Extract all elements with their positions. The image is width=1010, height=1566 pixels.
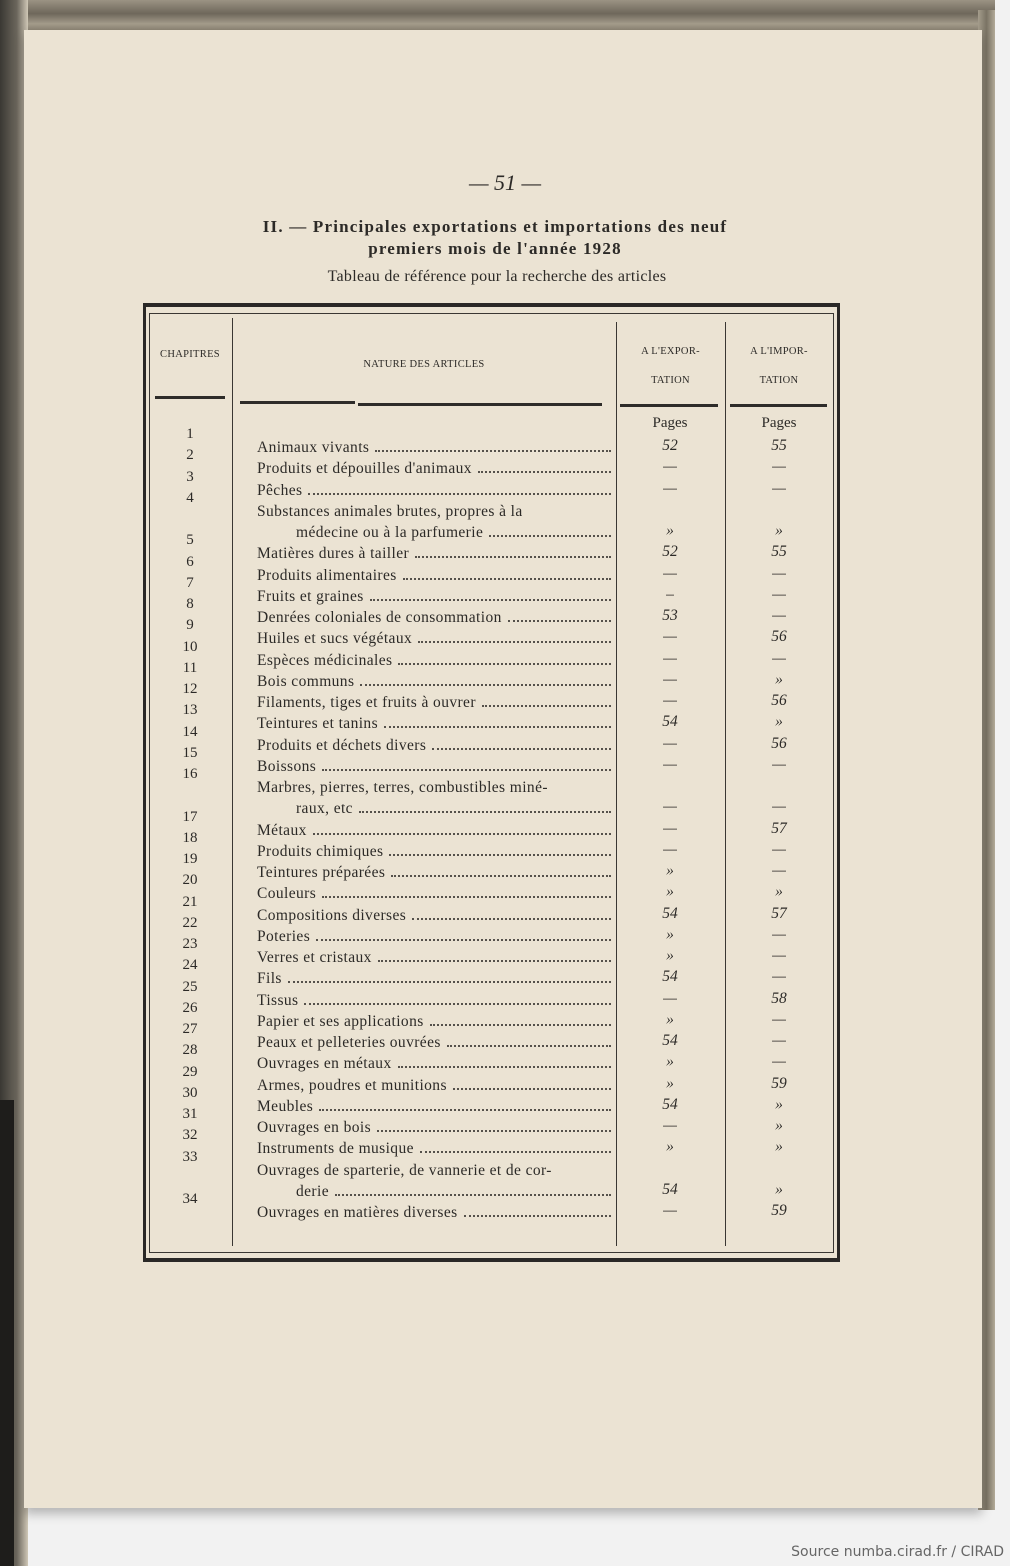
header-import-1: A L'IMPOR- [750, 346, 808, 357]
export-page: 53 [662, 607, 678, 624]
export-page: — [663, 734, 677, 752]
export-page: — [663, 564, 677, 582]
article-label: Boissons [257, 757, 317, 775]
article-label: Meubles [257, 1097, 314, 1115]
article-name [257, 1031, 611, 1052]
dot-leader [403, 578, 611, 580]
header-rule [730, 404, 827, 407]
export-page: — [663, 458, 677, 476]
dot-leader [453, 1088, 611, 1090]
chapter-number: 11 [182, 659, 198, 676]
export-page: — [663, 670, 677, 688]
export-page: – [666, 585, 674, 603]
chapter-number: 33 [182, 1148, 198, 1165]
chapter-number: 31 [182, 1106, 198, 1122]
book-binding-dark [0, 1100, 14, 1566]
chapter-number: 17 [182, 808, 198, 825]
article-label: Ouvrages de sparterie, de vannerie et de cor- [257, 1161, 552, 1179]
chapter-number: 34 [182, 1191, 198, 1207]
article-label: Marbres, pierres, terres, combustibles miné- [257, 779, 548, 796]
article-label: Bois communs [257, 672, 355, 690]
article-label: raux, etc [296, 800, 353, 818]
dot-leader [384, 726, 611, 728]
export-page: » [666, 883, 674, 901]
article-label: Fils [257, 970, 282, 988]
export-page: — [663, 628, 677, 646]
article-name [257, 436, 611, 457]
article-label: Matières dures à tailler [257, 545, 410, 563]
export-page: 54 [662, 904, 678, 922]
dot-leader [389, 854, 611, 856]
page-edges-top [20, 0, 995, 34]
article-label: Produits et dépouilles d'animaux [257, 460, 472, 478]
export-page: — [663, 649, 677, 667]
chapter-number: 24 [182, 957, 198, 974]
import-page: — [772, 862, 786, 879]
import-page: — [772, 925, 786, 943]
import-page: 56 [771, 692, 787, 709]
article-name [257, 989, 611, 1010]
import-page: — [772, 1053, 786, 1071]
article-name [257, 606, 611, 627]
dot-leader [360, 684, 611, 686]
header-export-2: TATION [651, 375, 690, 386]
dot-leader [508, 620, 611, 622]
import-page: — [772, 1010, 786, 1028]
import-page: 59 [771, 1202, 787, 1219]
export-page: — [663, 479, 677, 497]
dot-leader [359, 811, 611, 813]
article-name [296, 1180, 611, 1201]
article-name [257, 904, 611, 925]
chapter-number: 6 [186, 553, 194, 570]
import-page: 56 [771, 734, 787, 752]
chapter-number: 10 [182, 638, 198, 655]
dot-leader [304, 1003, 611, 1005]
dot-leader [482, 705, 611, 707]
import-page: » [775, 522, 783, 539]
article-label: Huiles et sucs végétaux [257, 630, 413, 648]
dot-leader [430, 1024, 611, 1026]
dot-leader [322, 769, 611, 771]
article-label: Produits chimiques [257, 842, 384, 860]
article-label: Compositions diverses [257, 906, 407, 924]
dot-leader [412, 918, 611, 920]
header-export-1: A L'EXPOR- [641, 346, 700, 357]
article-name [257, 457, 611, 478]
article-name [257, 1116, 611, 1137]
header-rule [240, 401, 355, 404]
article-name [257, 1201, 611, 1222]
article-label: Couleurs [257, 885, 317, 903]
import-page: 55 [771, 543, 787, 561]
section-title [180, 216, 810, 260]
chapter-number: 27 [182, 1021, 198, 1037]
export-page: » [666, 1053, 674, 1071]
chapter-number: 28 [182, 1042, 198, 1059]
export-page: » [666, 947, 674, 964]
article-label: Teintures et tanins [257, 715, 379, 733]
dot-leader [432, 748, 611, 750]
export-page: 54 [662, 968, 678, 986]
title-line-1: II. — Principales exportations et importations des neuf [262, 217, 728, 236]
import-page: 57 [771, 904, 787, 922]
chapter-number: 26 [182, 999, 198, 1016]
export-page: » [666, 862, 674, 879]
chapter-number: 20 [182, 872, 198, 889]
export-page: 54 [662, 1032, 678, 1049]
import-page: — [772, 968, 786, 986]
article-name [257, 542, 611, 563]
article-label: Teintures préparées [257, 864, 386, 881]
article-label: Instruments de musique [257, 1140, 414, 1158]
column-divider [232, 318, 233, 1246]
export-page: — [663, 755, 677, 773]
article-name [257, 1074, 611, 1095]
export-page: » [666, 1138, 674, 1156]
export-page: » [666, 522, 674, 539]
article-name [257, 479, 611, 500]
chapter-number: 3 [186, 468, 194, 485]
article-name [257, 1159, 611, 1180]
article-name [257, 776, 611, 797]
article-label: Peaux et pelleteries ouvrées [257, 1034, 441, 1051]
article-label: Animaux vivants [257, 439, 370, 456]
dot-leader [335, 1194, 611, 1196]
article-name [257, 585, 611, 606]
dot-leader [370, 599, 611, 601]
export-page: — [663, 1202, 677, 1219]
dot-leader [377, 1130, 611, 1132]
import-page: — [772, 840, 786, 858]
export-page: — [663, 840, 677, 858]
import-page: 56 [771, 628, 787, 646]
dot-leader [378, 960, 611, 962]
import-page: 55 [771, 437, 787, 454]
article-name [257, 925, 611, 946]
article-name [257, 1137, 611, 1158]
article-name [257, 1010, 611, 1031]
article-label: Papier et ses applications [257, 1012, 424, 1030]
import-page: — [772, 585, 786, 603]
article-name [257, 712, 611, 733]
article-label: Ouvrages en métaux [257, 1055, 392, 1073]
chapter-number: 23 [182, 936, 198, 952]
article-label: Verres et cristaux [257, 949, 372, 966]
import-page: — [772, 607, 786, 624]
import-page: — [772, 755, 786, 773]
import-page: — [772, 458, 786, 476]
page-number: — 51 — [468, 170, 542, 195]
dot-leader [398, 1066, 611, 1068]
chapter-number: 18 [182, 829, 198, 846]
dot-leader [447, 1045, 611, 1047]
article-name [257, 882, 611, 903]
dot-leader [288, 981, 611, 983]
import-page: » [775, 713, 783, 731]
chapter-number: 14 [182, 723, 198, 740]
export-page: 52 [662, 437, 678, 454]
export-page: 54 [662, 713, 678, 731]
article-label: Armes, poudres et munitions [257, 1076, 447, 1094]
export-page: 54 [662, 1180, 678, 1198]
import-page: 58 [771, 989, 787, 1007]
export-page: » [666, 1010, 674, 1028]
chapter-number: 9 [186, 617, 194, 634]
article-label: Filaments, tiges et fruits à ouvrer [257, 694, 476, 711]
import-page: — [772, 564, 786, 582]
article-label: médecine ou à la parfumerie [296, 524, 484, 541]
chapter-number: 13 [182, 702, 198, 719]
import-page: — [772, 1032, 786, 1049]
chapter-number: 16 [182, 766, 198, 782]
header-rule [620, 404, 718, 407]
article-name [296, 521, 611, 542]
article-name [257, 946, 611, 967]
article-label: derie [296, 1182, 329, 1200]
header-import-2: TATION [759, 375, 799, 386]
article-label: Poteries [257, 927, 311, 945]
article-label: Tissus [257, 991, 299, 1009]
article-name [257, 861, 611, 882]
chapter-number: 22 [182, 914, 198, 931]
article-name [257, 734, 611, 755]
import-page: » [775, 1180, 783, 1198]
chapter-number: 19 [182, 851, 198, 867]
chapter-number: 32 [182, 1127, 198, 1144]
dot-leader [316, 939, 611, 941]
article-label: Métaux [257, 821, 307, 839]
article-name [257, 564, 611, 585]
import-page: 59 [771, 1074, 787, 1092]
header-nature: NATURE DES ARTICLES [363, 359, 485, 370]
article-label: Pêches [257, 481, 303, 499]
chapter-number: 8 [186, 596, 194, 612]
article-name [257, 1095, 611, 1116]
dot-leader [478, 471, 611, 473]
export-page: — [663, 1117, 677, 1134]
chapter-number: 29 [182, 1063, 198, 1080]
article-name [257, 649, 611, 670]
article-name [257, 691, 611, 712]
import-page: — [772, 947, 786, 964]
dot-leader [398, 663, 611, 665]
pages-label-import: Pages [761, 415, 797, 431]
dot-leader [418, 641, 611, 643]
import-page: » [775, 1138, 783, 1156]
import-page: — [772, 479, 786, 497]
article-name [257, 1052, 611, 1073]
article-label: Substances animales brutes, propres à la [257, 502, 523, 520]
article-label: Espèces médicinales [257, 651, 393, 669]
import-page: 57 [771, 819, 787, 837]
article-name [257, 755, 611, 776]
dot-leader [308, 493, 611, 495]
article-label: Ouvrages en bois [257, 1119, 372, 1136]
chapter-number: 21 [182, 893, 198, 910]
header-rule [358, 403, 602, 406]
import-page: » [775, 883, 783, 901]
dot-leader [489, 535, 611, 537]
title-line-2: premiers mois de l'année 1928 [368, 239, 622, 258]
chapter-number: 4 [186, 489, 194, 506]
chapter-number: 30 [182, 1084, 198, 1101]
chapter-number: 2 [186, 447, 194, 464]
chapter-number: 12 [182, 681, 198, 697]
export-page: — [663, 798, 677, 816]
dot-leader [464, 1215, 611, 1217]
pages-label-export: Pages [652, 415, 688, 431]
dot-leader [420, 1151, 611, 1153]
export-page: — [663, 692, 677, 709]
chapter-number: 7 [186, 574, 194, 591]
article-label: Fruits et graines [257, 587, 364, 605]
export-page: — [663, 819, 677, 837]
article-label: Produits alimentaires [257, 566, 397, 584]
import-page: » [775, 1095, 783, 1113]
chapter-number: 5 [186, 532, 194, 549]
dot-leader [375, 450, 611, 452]
chapter-number: 1 [186, 426, 194, 442]
import-page: » [775, 1117, 783, 1134]
article-name [257, 840, 611, 861]
article-label: Produits et déchets divers [257, 736, 427, 754]
article-name [257, 819, 611, 840]
export-page: — [663, 989, 677, 1007]
header-chapitres: CHAPITRES [160, 349, 220, 360]
chapter-number: 15 [182, 744, 198, 761]
dot-leader [391, 875, 611, 877]
source-credit: Source numba.cirad.fr / CIRAD [791, 1544, 1004, 1560]
import-page: — [772, 798, 786, 816]
article-name [257, 627, 611, 648]
import-page: » [775, 670, 783, 688]
dot-leader [322, 896, 611, 898]
article-label: Ouvrages en matières diverses [257, 1204, 458, 1221]
article-name [257, 500, 611, 521]
article-name [296, 797, 611, 818]
table-subtitle: Tableau de référence pour la recherche des articles [327, 268, 667, 285]
dot-leader [415, 556, 611, 558]
export-page: » [666, 925, 674, 943]
export-page: 54 [662, 1095, 678, 1113]
export-page: » [666, 1074, 674, 1092]
dot-leader [313, 833, 611, 835]
dot-leader [319, 1109, 611, 1111]
article-name [257, 670, 611, 691]
chapter-number: 25 [182, 978, 198, 995]
import-page: — [772, 649, 786, 667]
article-name [257, 967, 611, 988]
header-rule [155, 396, 225, 399]
article-label: Denrées coloniales de consommation [257, 609, 502, 626]
export-page: 52 [662, 543, 678, 561]
